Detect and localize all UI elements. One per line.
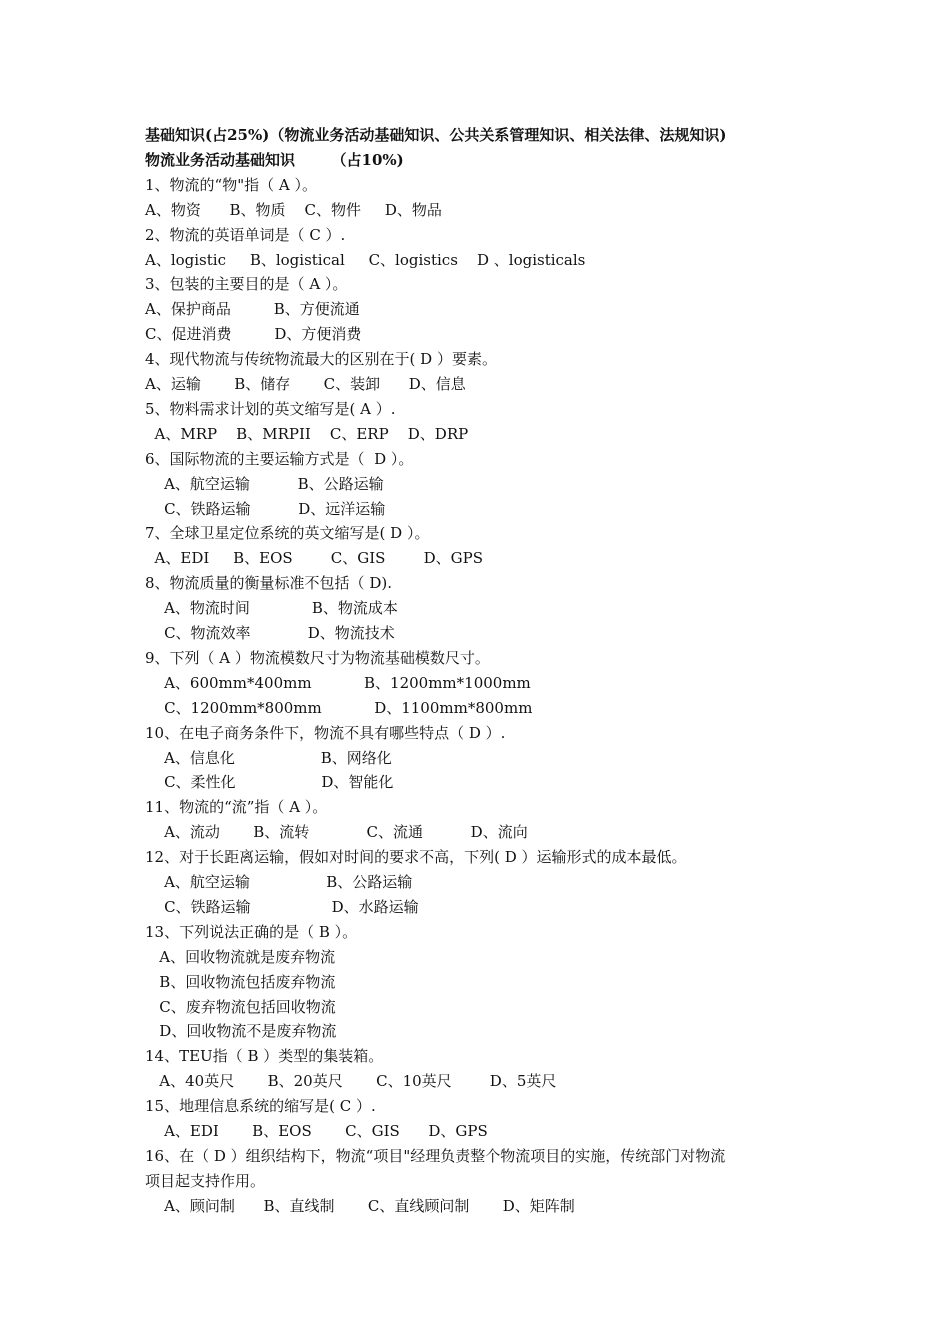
question-text: 6、国际物流的主要运输方式是（ D ）。 [145, 449, 414, 468]
question-text: 9、下列（ A ）物流模数尺寸为物流基础模数尺寸。 [145, 648, 490, 667]
question-text: 11、物流的“流”指（ A ）。 [145, 798, 328, 817]
subsection-heading: 物流业务活动基础知识 （占10%) [145, 150, 404, 169]
question-text: 13、下列说法正确的是（ B ）。 [145, 922, 358, 941]
question-text: 5、物料需求计划的英文缩写是( A ）. [145, 399, 396, 418]
answer-options: A、40英尺 B、20英尺 C、10英尺 D、5英尺 [145, 1072, 557, 1091]
answer-options: C、铁路运输 D、水路运输 [145, 897, 419, 916]
question-text: 7、全球卫星定位系统的英文缩写是( D ）。 [145, 524, 430, 543]
answer-options: A、物流时间 B、物流成本 [145, 599, 398, 618]
question-text: 2、物流的英语单词是（ C ）. [145, 225, 346, 244]
question-text: 8、物流质量的衡量标准不包括（ D). [145, 574, 392, 593]
question-text: 14、TEU指（ B ）类型的集装箱。 [145, 1047, 384, 1066]
question-text: 1、物流的“物"指（ A ）。 [145, 175, 317, 194]
answer-options: A、MRP B、MRPII C、ERP D、DRP [145, 424, 469, 443]
question-text-continued: 项目起支持作用。 [145, 1171, 266, 1190]
answer-options: A、logistic B、logistical C、logistics D 、logisticals [145, 250, 586, 269]
answer-options: C、柔性化 D、智能化 [145, 773, 394, 792]
answer-options: D、回收物流不是废弃物流 [145, 1022, 337, 1041]
answer-options: C、物流效率 D、物流技术 [145, 624, 395, 642]
answer-options: C、铁路运输 D、远洋运输 [145, 499, 386, 518]
answer-options: A、航空运输 B、公路运输 [145, 873, 413, 891]
answer-options: C、促进消费 D、方便消费 [145, 325, 362, 344]
question-text: 15、地理信息系统的缩写是( C ）. [145, 1097, 376, 1116]
answer-options: B、回收物流包括废弃物流 [145, 972, 336, 991]
answer-options: A、物资 B、物质 C、物件 D、物品 [145, 200, 442, 219]
answer-options: A、EDI B、EOS C、GIS D、GPS [145, 1122, 488, 1140]
question-text: 12、对于长距离运输，假如对时间的要求不高，下列( D ）运输形式的成本最低。 [145, 848, 687, 867]
question-text: 10、在电子商务条件下，物流不具有哪些特点（ D ）. [145, 723, 506, 742]
answer-options: A、运输 B、储存 C、装卸 D、信息 [145, 375, 466, 393]
answer-options: C、废弃物流包括回收物流 [145, 997, 336, 1016]
answer-options: A、顾问制 B、直线制 C、直线顾问制 D、矩阵制 [145, 1196, 575, 1215]
answer-options: A、信息化 B、网络化 [145, 748, 392, 767]
answer-options: A、航空运输 B、公路运输 [145, 474, 384, 493]
question-text: 3、包装的主要目的是（ A ）。 [145, 275, 348, 294]
answer-options: A、流动 B、流转 C、流通 D、流向 [145, 823, 528, 842]
answer-options: C、1200mm*800mm D、1100mm*800mm [145, 698, 533, 717]
question-text: 4、现代物流与传统物流最大的区别在于( D ）要素。 [145, 350, 497, 369]
section-heading: 基础知识(占25%)（物流业务活动基础知识、公共关系管理知识、相关法律、法规知识) [145, 126, 727, 144]
question-text: 16、在（ D ）组织结构下，物流“项目"经理负责整个物流项目的实施，传统部门对物流 [145, 1146, 726, 1165]
answer-options: A、保护商品 B、方便流通 [145, 300, 360, 319]
answer-options: A、EDI B、EOS C、GIS D、GPS [145, 549, 483, 568]
answer-options: A、回收物流就是废弃物流 [145, 947, 336, 966]
answer-options: A、600mm*400mm B、1200mm*1000mm [145, 673, 531, 692]
